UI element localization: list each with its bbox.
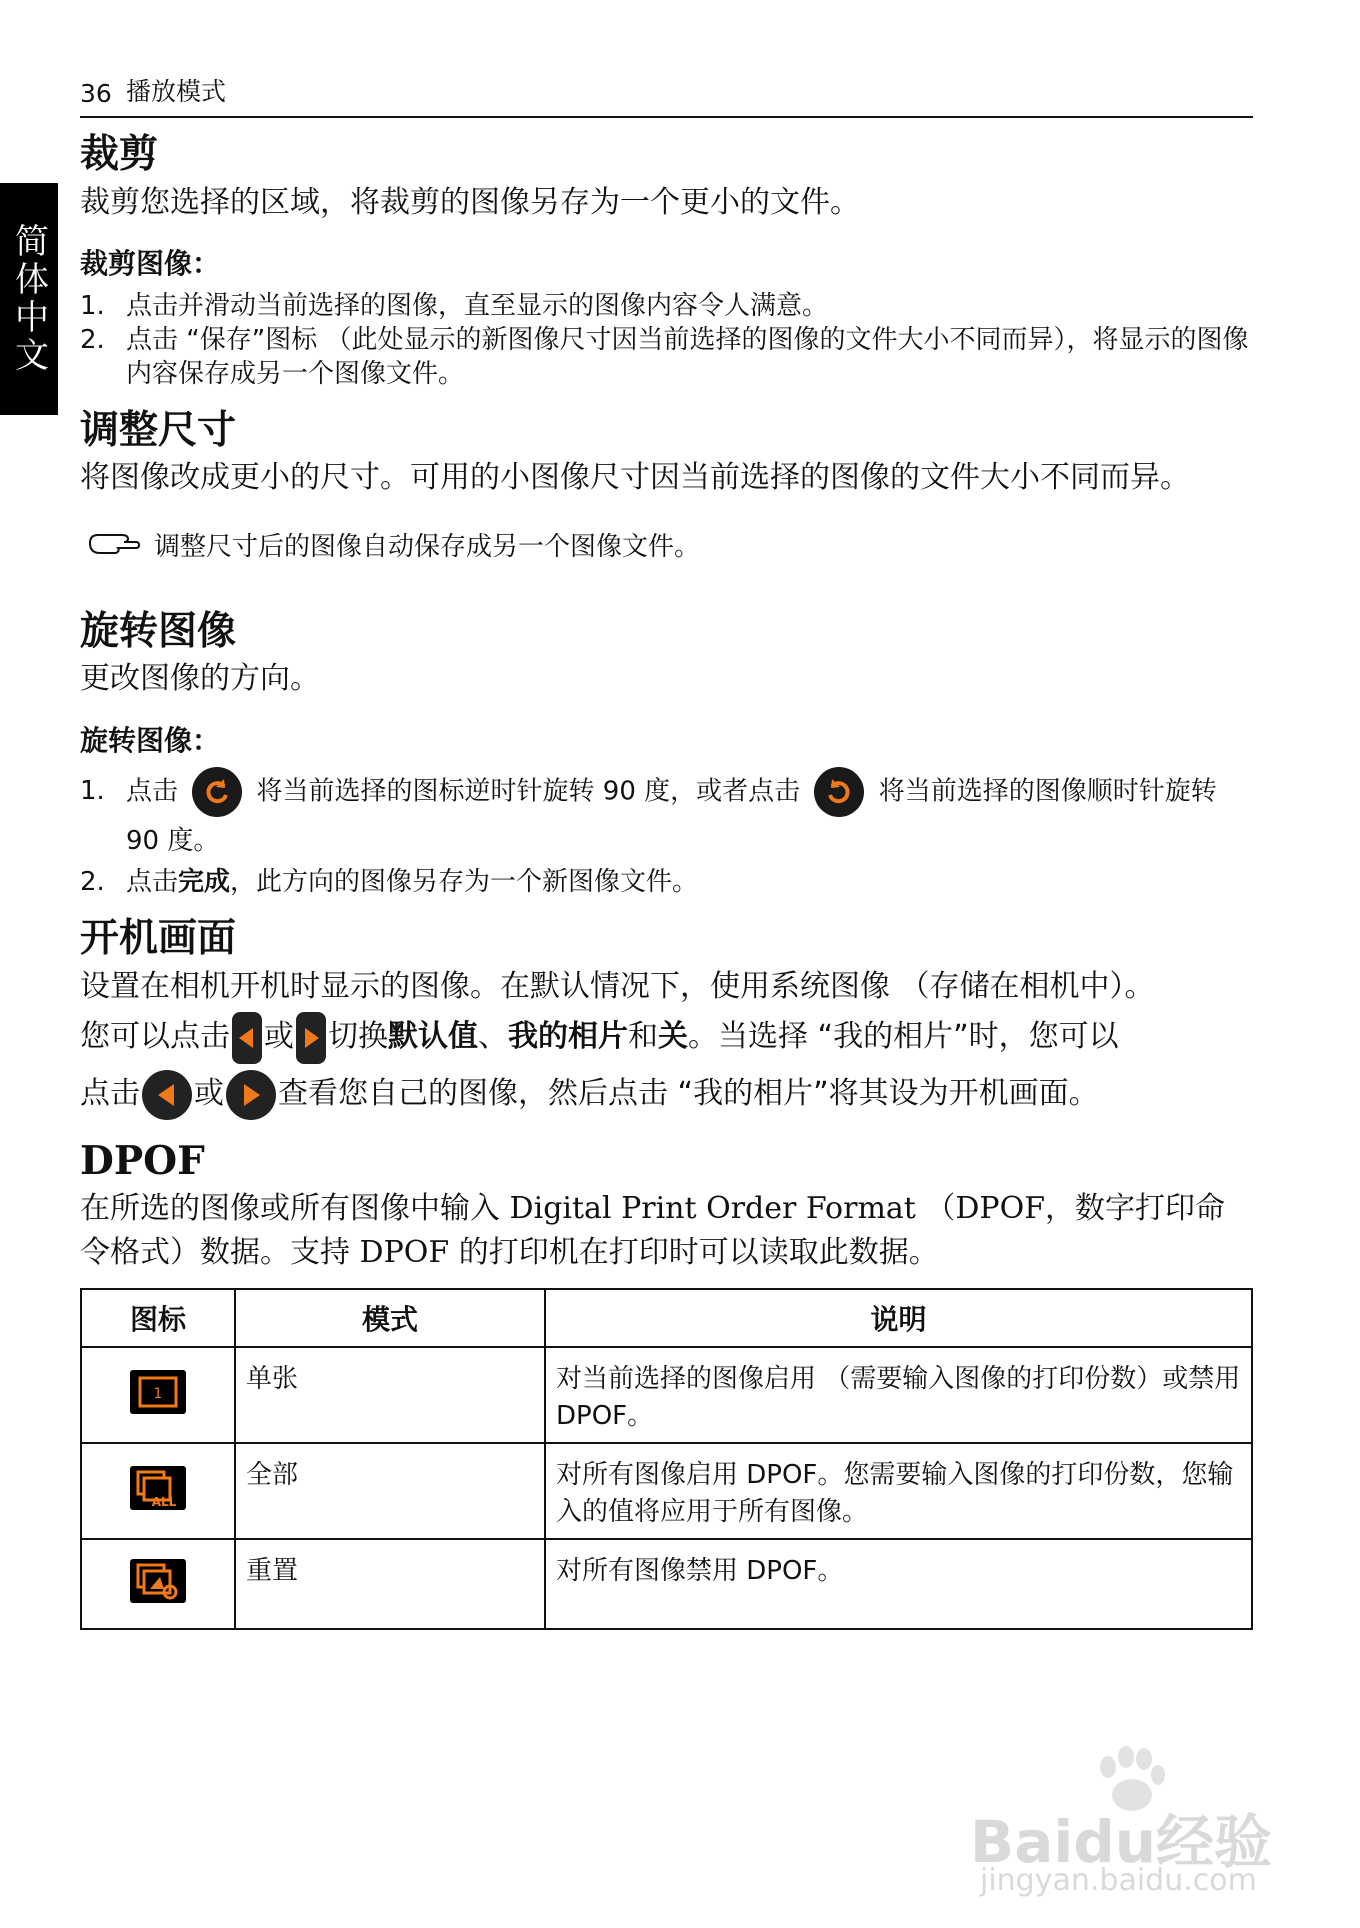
list-item: 2. 点击完成，此方向的图像另存为一个新图像文件。 (80, 867, 699, 898)
rotate-subtitle: 旋转图像： (80, 723, 221, 757)
watermark-cn: 经验 (1156, 1808, 1273, 1876)
svg-text:1: 1 (153, 1385, 163, 1402)
page-header (80, 76, 1253, 118)
startup-line3: 点击 或 查看您自己的图像，然后点击 “我的相片”将其设为开机画面。 (80, 1065, 1255, 1122)
list-item: 1. 点击 将当前选择的图标逆时针旋转 90 度，或者点击 将当前选择的图像顺时针旋转 90 度。 (80, 767, 1255, 866)
table-header-row (81, 1289, 1252, 1347)
rotate-steps (80, 767, 1255, 900)
startup-line2: 您可以点击 或 切换默认值、我的相片和关。当选择 “我的相片”时，您可以 (80, 1008, 1255, 1065)
chapter-title: 播放模式 (126, 77, 227, 106)
crop-steps (80, 290, 1255, 391)
crop-subtitle: 裁剪图像： (80, 247, 221, 281)
dpof-table (80, 1288, 1253, 1630)
mode-cell: 重置 (235, 1539, 545, 1629)
resize-title: 调整尺寸 (80, 407, 237, 453)
note-text: 调整尺寸后的图像自动保存成另一个图像文件。 (154, 531, 701, 562)
language-tab: 简体中文 (0, 183, 58, 415)
left-arrow-button[interactable] (232, 1012, 262, 1064)
right-arrow-button[interactable] (296, 1012, 326, 1064)
crop-title: 裁剪 (80, 132, 159, 177)
mode-cell: 全部 (235, 1443, 545, 1539)
desc-cell: 对所有图像启用 DPOF。您需要输入图像的打印份数，您输入的值将应用于所有图像。 (545, 1443, 1252, 1539)
column-header-desc: 说明 (545, 1289, 1252, 1347)
single-print-icon (130, 1370, 186, 1414)
resize-note (88, 526, 1255, 563)
startup-title: 开机画面 (80, 916, 237, 962)
list-item: 1. 点击并滑动当前选择的图像，直至显示的图像内容令人满意。 (80, 291, 829, 322)
left-arrow-button[interactable] (142, 1070, 192, 1120)
column-header-mode: 模式 (235, 1289, 545, 1347)
list-item: 2. 点击 “保存”图标 （此处显示的新图像尺寸因当前选择的图像的文件大小不同而异），将显示的图像内容保存成另一个图像文件。 (80, 324, 1249, 389)
done-label: 完成 (178, 867, 231, 898)
watermark-url: jingyan.baidu.com (980, 1863, 1257, 1898)
page-number: 36 (80, 79, 112, 108)
rotate-ccw-icon[interactable] (192, 767, 242, 817)
rotate-cw-icon[interactable] (814, 767, 864, 817)
table-row (81, 1347, 1252, 1443)
reset-print-icon (130, 1559, 186, 1603)
mode-cell: 单张 (235, 1347, 545, 1443)
page-content (80, 130, 1255, 1630)
right-arrow-button[interactable] (226, 1070, 276, 1120)
dpof-desc: 在所选的图像或所有图像中输入 Digital Print Order Format （DPOF，数字打印命令格式）数据。支持 DPOF 的打印机在打印时可以读取此数据。 (80, 1191, 1226, 1270)
baidu-watermark (970, 1745, 1300, 1898)
rotate-title: 旋转图像 (80, 608, 237, 654)
svg-text:ALL: ALL (151, 1494, 177, 1509)
startup-line1: 设置在相机开机时显示的图像。在默认情况下，使用系统图像 （存储在相机中）。 (80, 968, 1155, 1004)
table-row (81, 1539, 1252, 1629)
desc-cell: 对当前选择的图像启用 （需要输入图像的打印份数）或禁用 DPOF。 (545, 1347, 1252, 1443)
resize-desc: 将图像改成更小的尺寸。可用的小图像尺寸因当前选择的图像的文件大小不同而异。 (80, 460, 1190, 496)
crop-desc: 裁剪您选择的区域，将裁剪的图像另存为一个更小的文件。 (80, 184, 860, 220)
column-header-icon: 图标 (81, 1289, 235, 1347)
table-row (81, 1443, 1252, 1539)
desc-cell: 对所有图像禁用 DPOF。 (545, 1539, 1252, 1629)
watermark-brand: Baidu (970, 1808, 1157, 1876)
dpof-title: DPOF (80, 1138, 205, 1185)
all-print-icon (130, 1466, 186, 1510)
pointing-hand-icon (88, 529, 140, 559)
rotate-desc: 更改图像的方向。 (80, 661, 320, 697)
